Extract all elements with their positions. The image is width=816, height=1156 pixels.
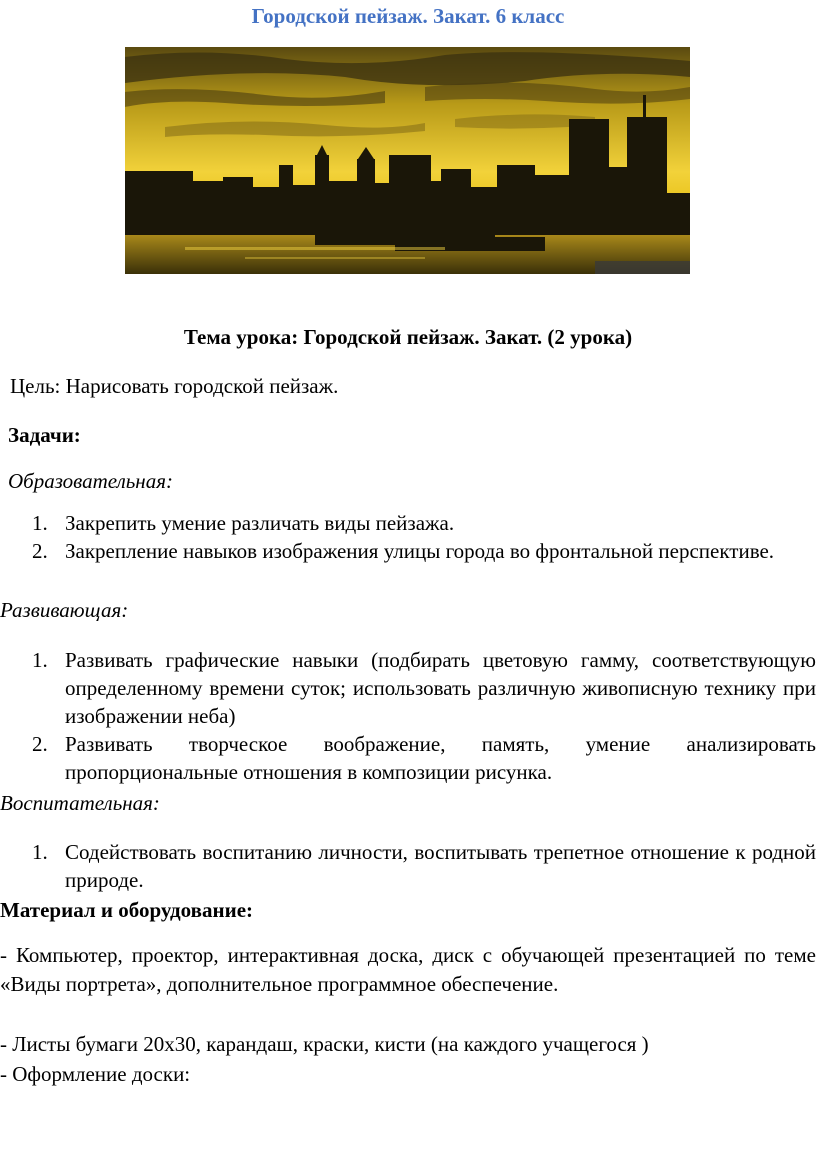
list-item: 2. Закрепление навыков изображения улицы города во фронтальной перспективе. xyxy=(32,539,775,563)
materials-heading: Материал и оборудование: xyxy=(0,898,254,922)
list-item: 1. Содействовать воспитанию личности, воспитывать трепетное отношение к родной природе. xyxy=(32,840,816,892)
list-item: 1. Закрепить умение различать виды пейзажа. xyxy=(32,511,455,535)
city-sunset-image xyxy=(125,47,690,274)
tasks-heading: Задачи: xyxy=(8,423,81,447)
section-label-developmental: Развивающая: xyxy=(0,598,129,622)
list-item: 2. Развивать творческое воображение, память, умение анализировать пропорциональные отношения в композиции рисунка. xyxy=(32,732,816,784)
developmental-task-list xyxy=(0,646,816,786)
materials-paragraph: - Листы бумаги 20х30, карандаш, краски, кисти (на каждого учащегося ) xyxy=(0,1032,649,1056)
section-label-educational: Образовательная: xyxy=(8,469,173,493)
materials-paragraph: - Компьютер, проектор, интерактивная доска, диск с обучающей презентацией по теме «Виды портрета», дополнительное программное обеспечение. xyxy=(0,943,816,996)
upbringing-task-list xyxy=(0,838,816,894)
lesson-topic: Тема урока: Городской пейзаж. Закат. (2 урока) xyxy=(183,325,633,349)
educational-task-list xyxy=(0,509,816,565)
section-label-upbringing: Воспитательная: xyxy=(0,791,160,815)
document-title: Городской пейзаж. Закат. 6 класс xyxy=(251,4,565,28)
lesson-goal: Цель: Нарисовать городской пейзаж. xyxy=(10,374,339,398)
materials-paragraph: - Оформление доски: xyxy=(0,1062,191,1086)
list-item: 1. Развивать графические навыки (подбирать цветовую гамму, соответствующую определенному времени суток; использовать различную живописную технику при изображении неба) xyxy=(32,648,816,728)
